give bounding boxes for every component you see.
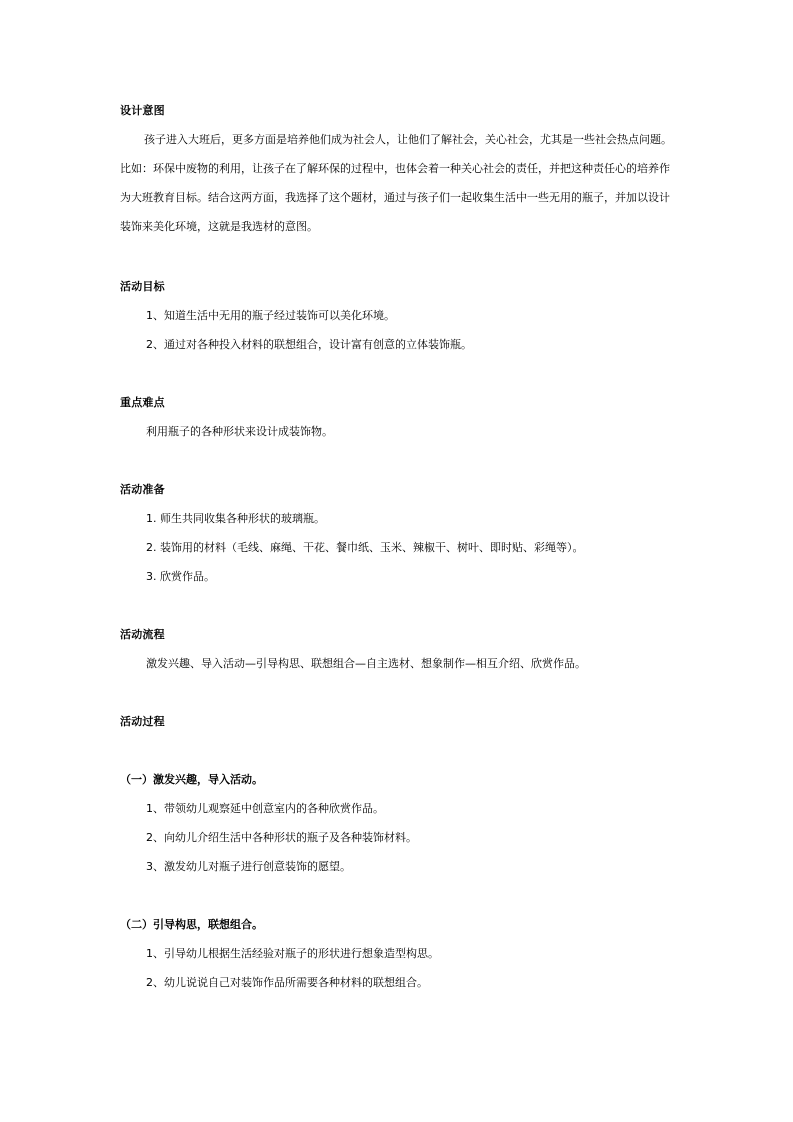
section-title-key-points: 重点难点: [120, 396, 165, 409]
activity-goal-item: 1、知道生活中无用的瓶子经过装饰可以美化环境。: [146, 309, 395, 322]
section-title-design-intent: 设计意图: [120, 104, 165, 117]
process-part1-item: 3、激发幼儿对瓶子进行创意装饰的愿望。: [146, 860, 351, 873]
activity-goal-item: 2、通过对各种投入材料的联想组合，设计富有创意的立体装饰瓶。: [146, 338, 472, 351]
section-title-process: 活动过程: [120, 715, 165, 728]
design-intent-paragraph: 孩子进入大班后，更多方面是培养他们成为社会人，让他们了解社会，关心社会，尤其是一些社会热点问题。比如：环保中废物的利用，让孩子在了解环保的过程中，也体会着一种关心社会的责任，并把这种责任心的培养作为大班教育目标。结合这两方面，我选择了这个题材，通过与孩子们一起收集生活中一些无用的瓶子，并加以设计装饰来美化环境，这就是我选材的意图。: [120, 133, 672, 233]
process-part2-title: （二）引导构思，联想组合。: [120, 918, 263, 931]
flow-text: 激发兴趣、导入活动—引导构思、联想组合—自主选材、想象制作—相互介绍、欣赏作品。: [146, 657, 586, 670]
process-part1-item: 2、向幼儿介绍生活中各种形状的瓶子及各种装饰材料。: [146, 831, 417, 844]
preparation-item: 3. 欣赏作品。: [146, 570, 215, 583]
process-part1-item: 1、带领幼儿观察延中创意室内的各种欣赏作品。: [146, 802, 384, 815]
process-part2-item: 2、幼儿说说自己对装饰作品所需要各种材料的联想组合。: [146, 976, 428, 989]
section-title-flow: 活动流程: [120, 628, 165, 641]
section-title-preparation: 活动准备: [120, 483, 165, 496]
process-part2-item: 1、引导幼儿根据生活经验对瓶子的形状进行想象造型构思。: [146, 947, 439, 960]
key-points-text: 利用瓶子的各种形状来设计成装饰物。: [146, 425, 333, 438]
process-part1-title: （一）激发兴趣，导入活动。: [120, 773, 263, 786]
preparation-item: 2. 装饰用的材料（毛线、麻绳、干花、餐巾纸、玉米、辣椒干、树叶、即时贴、彩绳等）。: [146, 541, 584, 554]
section-title-activity-goals: 活动目标: [120, 280, 165, 293]
preparation-item: 1. 师生共同收集各种形状的玻璃瓶。: [146, 512, 325, 525]
